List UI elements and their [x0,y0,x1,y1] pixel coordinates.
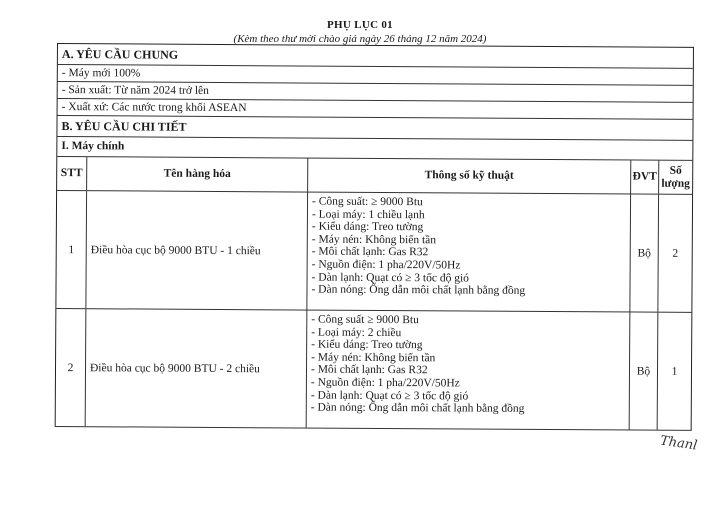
table-header-row [57,157,692,195]
spec-line: - Loại máy: 1 chiều lạnh [311,208,425,221]
spec-line: - Công suất: ≥ 9000 Btu [311,195,423,209]
row-name: Điều hòa cục bộ 9000 BTU - 2 chiều [86,309,308,427]
row-unit: Bộ [630,313,659,430]
appendix-subtitle: (Kèm theo thư mời chào giá ngày 26 tháng 12 năm 2024) [233,33,487,45]
row-qty: 2 [672,247,679,260]
row-stt: 1 [56,191,87,308]
spec-line: - Dàn nóng: Ống dẫn môi chất lạnh bằng đồng [310,401,525,416]
handwritten-signature: Thanl [659,433,699,454]
spec-line: - Loại máy: 2 chiều [311,326,402,339]
spec-line: - Môi chất lạnh: Gas R32 [311,245,429,259]
section-a-line-1: - Máy mới 100% [58,65,693,86]
section-b-title: B. YÊU CẦU CHI TIẾT [57,116,692,141]
spec-line: - Dàn nóng: Ống dẫn môi chất lạnh bằng đồng [311,283,526,298]
section-a-line-2: - Sản xuất: Từ năm 2024 trở lên [58,82,693,103]
spec-line: - Dàn lạnh: Quạt có ≥ 3 tốc độ gió [310,389,469,403]
table-row [56,191,692,313]
row-specs [307,311,631,430]
row-qty: 1 [671,365,678,378]
row-specs [307,193,631,312]
spec-line: - Máy nén: Không biến tần [311,351,436,365]
table-row [56,309,692,431]
spec-line: - Máy nén: Không biến tần [311,233,437,247]
requirements-table [55,43,694,431]
spec-line: - Nguồn điện: 1 pha/220V/50Hz [310,376,460,390]
header-unit: ĐVT [631,161,659,194]
header-qty: Số lượng [661,164,691,190]
header-spec: Thông số kỹ thuật [308,159,631,194]
row-name: Điều hòa cục bộ 9000 BTU - 1 chiều [86,191,308,309]
subsection-title: I. Máy chính [57,137,692,161]
section-a-line-3: - Xuất xứ: Các nước trong khối ASEAN [58,99,693,120]
spec-line: - Công suất ≥ 9000 Btu [311,313,419,327]
header-name: Tên hàng hóa [87,157,308,191]
header-stt: STT [57,157,87,190]
spec-line: - Kiểu dáng: Treo tường [311,338,423,352]
spec-line: - Dàn lạnh: Quạt có ≥ 3 tốc độ gió [311,271,469,285]
row-unit: Bộ [630,195,659,312]
section-a-title: A. YÊU CẦU CHUNG [58,44,693,69]
spec-line: - Môi chất lạnh: Gas R32 [310,363,428,377]
spec-line: - Nguồn điện: 1 pha/220V/50Hz [311,258,461,272]
row-stt: 2 [56,309,87,426]
appendix-title: PHỤ LỤC 01 [327,19,393,31]
spec-line: - Kiểu dáng: Treo tường [311,220,424,234]
